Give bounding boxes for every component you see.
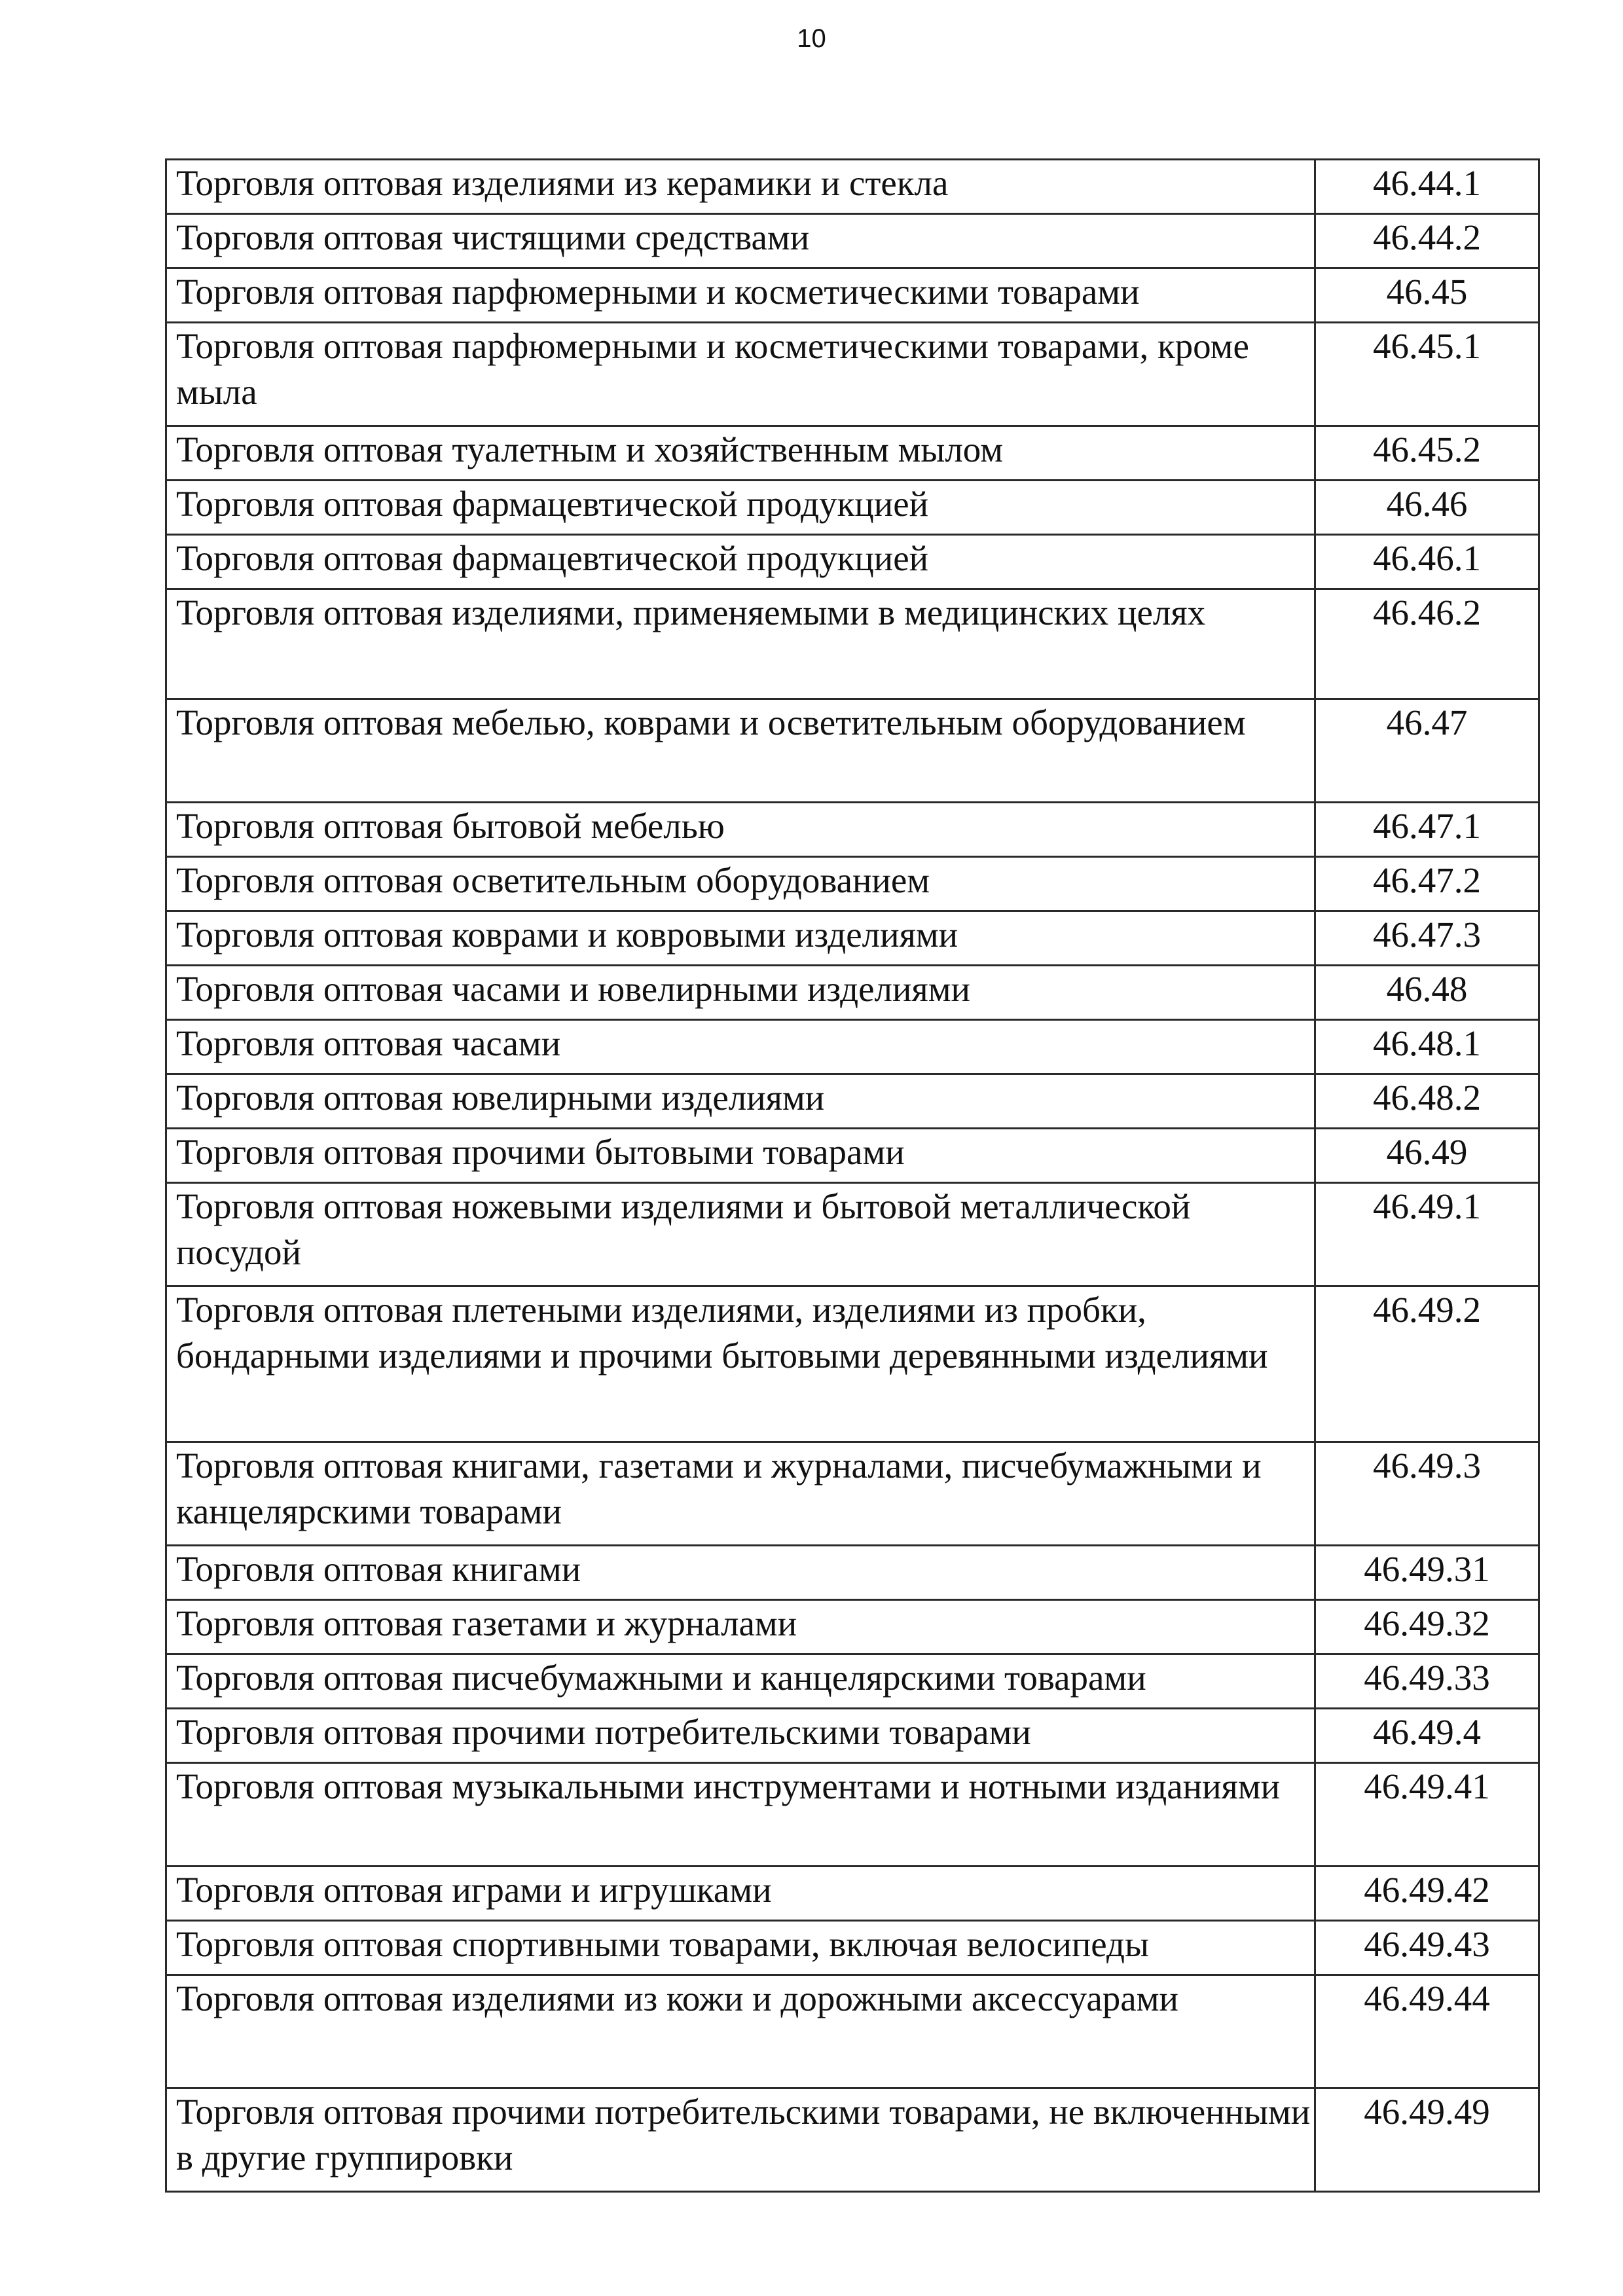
activity-name-cell: Торговля оптовая парфюмерными и косметическими товарами, кроме мыла xyxy=(166,323,1315,426)
activity-code-cell: 46.49.3 xyxy=(1315,1442,1539,1546)
activity-name-cell: Торговля оптовая прочими потребительскими товарами xyxy=(166,1709,1315,1763)
activity-code-cell: 46.47.1 xyxy=(1315,803,1539,857)
activity-code-cell: 46.49 xyxy=(1315,1129,1539,1183)
activity-code-cell: 46.45 xyxy=(1315,268,1539,323)
activity-name-cell: Торговля оптовая плетеными изделиями, изделиями из пробки, бондарными изделиями и прочими бытовыми деревянными изделиями xyxy=(166,1286,1315,1442)
activity-name-cell: Торговля оптовая спортивными товарами, включая велосипеды xyxy=(166,1921,1315,1975)
activity-code-cell: 46.46.2 xyxy=(1315,589,1539,699)
activity-code-cell: 46.49.32 xyxy=(1315,1600,1539,1654)
activity-code-cell: 46.49.43 xyxy=(1315,1921,1539,1975)
table-row xyxy=(166,2088,1539,2192)
table-row xyxy=(166,535,1539,589)
table-row xyxy=(166,1286,1539,1442)
activity-name-cell: Торговля оптовая изделиями, применяемыми в медицинских целях xyxy=(166,589,1315,699)
table-row xyxy=(166,1129,1539,1183)
table-row xyxy=(166,1921,1539,1975)
activity-name-cell: Торговля оптовая изделиями из кожи и дорожными аксессуарами xyxy=(166,1975,1315,2088)
activity-code-cell: 46.48 xyxy=(1315,966,1539,1020)
activity-name-cell: Торговля оптовая парфюмерными и косметическими товарами xyxy=(166,268,1315,323)
activity-name-cell: Торговля оптовая прочими потребительскими товарами, не включенными в другие группировки xyxy=(166,2088,1315,2192)
table-row xyxy=(166,1975,1539,2088)
activity-code-cell: 46.45.2 xyxy=(1315,426,1539,481)
activity-name-cell: Торговля оптовая чистящими средствами xyxy=(166,214,1315,268)
activity-code-cell: 46.49.31 xyxy=(1315,1546,1539,1600)
table-row xyxy=(166,426,1539,481)
table-row xyxy=(166,966,1539,1020)
activity-name-cell: Торговля оптовая коврами и ковровыми изделиями xyxy=(166,911,1315,966)
activity-name-cell: Торговля оптовая часами и ювелирными изделиями xyxy=(166,966,1315,1020)
activity-code-cell: 46.44.2 xyxy=(1315,214,1539,268)
activity-name-cell: Торговля оптовая прочими бытовыми товарами xyxy=(166,1129,1315,1183)
activity-code-cell: 46.48.2 xyxy=(1315,1074,1539,1129)
table-row xyxy=(166,1763,1539,1867)
table-row xyxy=(166,1074,1539,1129)
activity-name-cell: Торговля оптовая бытовой мебелью xyxy=(166,803,1315,857)
table-row xyxy=(166,803,1539,857)
table-row xyxy=(166,1867,1539,1921)
activity-code-cell: 46.46.1 xyxy=(1315,535,1539,589)
table-row xyxy=(166,214,1539,268)
activity-code-cell: 46.49.49 xyxy=(1315,2088,1539,2192)
okved-code-table xyxy=(165,158,1540,2193)
table-row xyxy=(166,1709,1539,1763)
table-body xyxy=(166,160,1539,2192)
table-row xyxy=(166,1546,1539,1600)
activity-name-cell: Торговля оптовая фармацевтической продукцией xyxy=(166,481,1315,535)
activity-code-cell: 46.49.2 xyxy=(1315,1286,1539,1442)
page-number: 10 xyxy=(797,24,826,53)
activity-code-cell: 46.49.44 xyxy=(1315,1975,1539,2088)
activity-name-cell: Торговля оптовая осветительным оборудованием xyxy=(166,857,1315,911)
table-row xyxy=(166,911,1539,966)
activity-code-cell: 46.44.1 xyxy=(1315,160,1539,214)
table-row xyxy=(166,1020,1539,1074)
activity-code-cell: 46.48.1 xyxy=(1315,1020,1539,1074)
table-row xyxy=(166,268,1539,323)
table-row xyxy=(166,323,1539,426)
table-row xyxy=(166,589,1539,699)
activity-name-cell: Торговля оптовая фармацевтической продукцией xyxy=(166,535,1315,589)
activity-name-cell: Торговля оптовая изделиями из керамики и стекла xyxy=(166,160,1315,214)
activity-code-cell: 46.45.1 xyxy=(1315,323,1539,426)
activity-name-cell: Торговля оптовая играми и игрушками xyxy=(166,1867,1315,1921)
table-row xyxy=(166,1183,1539,1286)
activity-name-cell: Торговля оптовая мебелью, коврами и осветительным оборудованием xyxy=(166,699,1315,803)
table-row xyxy=(166,1600,1539,1654)
activity-code-cell: 46.49.41 xyxy=(1315,1763,1539,1867)
table-row xyxy=(166,1654,1539,1709)
activity-name-cell: Торговля оптовая книгами, газетами и журналами, писчебумажными и канцелярскими товарами xyxy=(166,1442,1315,1546)
table-row xyxy=(166,1442,1539,1546)
activity-name-cell: Торговля оптовая ножевыми изделиями и бытовой металлической посудой xyxy=(166,1183,1315,1286)
activity-name-cell: Торговля оптовая туалетным и хозяйственным мылом xyxy=(166,426,1315,481)
activity-code-cell: 46.47 xyxy=(1315,699,1539,803)
activity-code-cell: 46.46 xyxy=(1315,481,1539,535)
activity-name-cell: Торговля оптовая писчебумажными и канцелярскими товарами xyxy=(166,1654,1315,1709)
activity-code-cell: 46.49.42 xyxy=(1315,1867,1539,1921)
activity-code-cell: 46.49.1 xyxy=(1315,1183,1539,1286)
activity-name-cell: Торговля оптовая газетами и журналами xyxy=(166,1600,1315,1654)
activity-name-cell: Торговля оптовая ювелирными изделиями xyxy=(166,1074,1315,1129)
activity-name-cell: Торговля оптовая часами xyxy=(166,1020,1315,1074)
activity-code-cell: 46.49.4 xyxy=(1315,1709,1539,1763)
activity-name-cell: Торговля оптовая книгами xyxy=(166,1546,1315,1600)
activity-code-cell: 46.47.3 xyxy=(1315,911,1539,966)
activity-code-cell: 46.49.33 xyxy=(1315,1654,1539,1709)
table-row xyxy=(166,481,1539,535)
activity-code-cell: 46.47.2 xyxy=(1315,857,1539,911)
table-row xyxy=(166,160,1539,214)
table-row xyxy=(166,699,1539,803)
activity-name-cell: Торговля оптовая музыкальными инструментами и нотными изданиями xyxy=(166,1763,1315,1867)
table-row xyxy=(166,857,1539,911)
